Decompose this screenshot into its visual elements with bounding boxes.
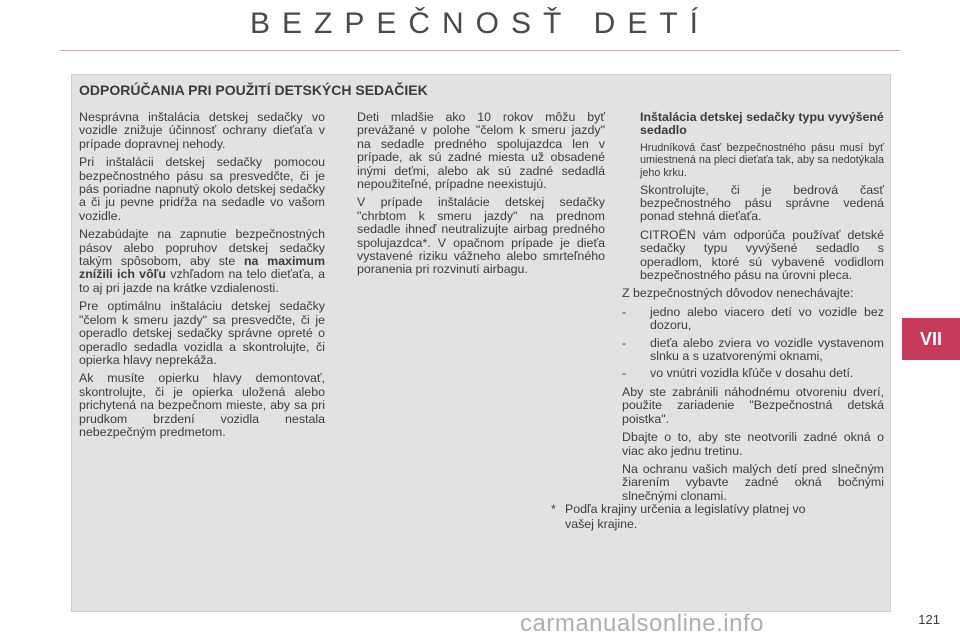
small-note: Hrudníková časť bezpečnostného pásu musí byť umiestnená na pleci dieťaťa tak, aby sa nedotýkala jeho krku. bbox=[640, 141, 884, 179]
paragraph: Na ochranu vašich malých detí pred slnečným žiarením vybavte zadné okná bočnými slnečnými clonami. bbox=[622, 461, 884, 503]
safety-list bbox=[622, 306, 884, 381]
list-item-text: dieťa alebo zviera vo vozidle vystavenom slnku a s uzatvorenými oknami, bbox=[650, 335, 884, 364]
list-marker: - bbox=[622, 304, 627, 319]
column-1 bbox=[79, 111, 325, 444]
watermark: carmanualsonline.info bbox=[520, 610, 764, 637]
list-item-text: vo vnútri vozidla kľúče v dosahu detí. bbox=[650, 366, 854, 381]
paragraph: Deti mladšie ako 10 rokov môžu byť prevážané v polohe "čelom k smeru jazdy" na sedadle predného spolujazdca len v prípade, ak sú zadné miesta už obsadené inými deťmi, alebo ak sú zadné sedadlá nepoužiteľné, prípadne neexistujú. bbox=[357, 110, 605, 192]
section-heading: ODPORÚČANIA PRI POUŽITÍ DETSKÝCH SEDAČIEK bbox=[79, 82, 428, 98]
footnote bbox=[551, 502, 813, 532]
list-item bbox=[622, 306, 884, 333]
list-item bbox=[622, 367, 884, 380]
list-marker: - bbox=[622, 366, 627, 381]
page-number: 121 bbox=[918, 612, 940, 627]
paragraph: CITROËN vám odporúča používať detské sedačky typu vyvýšené sedadlo s operadlom, ktoré sú vybavené vodidlom bezpečnostného pásu na úrovni pleca. bbox=[640, 227, 884, 283]
paragraph: Dbajte o to, aby ste neotvorili zadné okná o viac ako jednu tretinu. bbox=[622, 430, 884, 458]
column-3 bbox=[622, 111, 884, 508]
paragraph-text: Nezabúdajte na zapnutie bezpečnostných pásov alebo popruhov detskej sedačky takým spôsobom, aby ste bbox=[79, 227, 325, 269]
paragraph bbox=[79, 228, 325, 295]
paragraph: Nesprávna inštalácia detskej sedačky vo vozidle znižuje účinnosť ochrany dieťaťa v prípade dopravnej nehody. bbox=[79, 110, 325, 151]
column-2 bbox=[357, 111, 605, 282]
chapter-tab[interactable]: VII bbox=[902, 318, 960, 360]
footnote-marker: * bbox=[551, 502, 556, 516]
paragraph: Aby ste zabránili náhodnému otvoreniu dverí, použite zariadenie "Bezpečnostná detská poistka". bbox=[622, 384, 884, 426]
paragraph: Pre optimálnu inštaláciu detskej sedačky "čelom k smeru jazdy" sa presvedčte, či je operadlo detskej sedačky správne opreté o operadlo sedadla vozidla a skontrolujte, či opierka hlavy neprekáža. bbox=[79, 299, 325, 367]
paragraph: Pri inštalácii detskej sedačky pomocou bezpečnostného pásu sa presvedčte, či je pás poriadne napnutý okolo detskej sedačky a či ju pevne pridŕža na sedadle vo vašom vozidle. bbox=[79, 155, 325, 223]
title-divider bbox=[60, 50, 900, 51]
paragraph: Ak musíte opierku hlavy demontovať, skontrolujte, či je opierka uložená alebo prichytená na bezpečnom mieste, aby sa pri prudkom brzdení vozidla nestala nebezpečným predmetom. bbox=[79, 371, 325, 439]
paragraph: Skontrolujte, či je bedrová časť bezpečnostného pásu správne vedená ponad stehná dieťaťa. bbox=[640, 182, 884, 224]
list-item-text: jedno alebo viacero detí vo vozidle bez dozoru, bbox=[650, 304, 884, 333]
paragraph: Z bezpečnostných dôvodov nenechávajte: bbox=[622, 286, 854, 301]
emphasis-text: na maximum znížili ich vôľu bbox=[79, 254, 325, 282]
booster-section bbox=[640, 111, 884, 282]
page-title: BEZPEČNOSŤ DETÍ bbox=[249, 7, 711, 40]
list-item bbox=[622, 337, 884, 364]
footnote-text: Podľa krajiny určenia a legislatívy platnej vo vašej krajine. bbox=[565, 502, 806, 531]
paragraph-text: vzhľadom na telo dieťaťa, a to aj pri jazde na krátke vzdialenosti. bbox=[79, 267, 325, 295]
list-marker: - bbox=[622, 335, 627, 350]
paragraph: V prípade inštalácie detskej sedačky "chrbtom k smeru jazdy" na prednom sedadle ihneď neutralizujte airbag predného spolujazdca*. V opačnom prípade je dieťa vystavené riziku vážneho alebo smrteľného poranenia pri rozvinutí airbagu. bbox=[357, 195, 605, 277]
subheading: Inštalácia detskej sedačky typu vyvýšené sedadlo bbox=[640, 110, 884, 138]
